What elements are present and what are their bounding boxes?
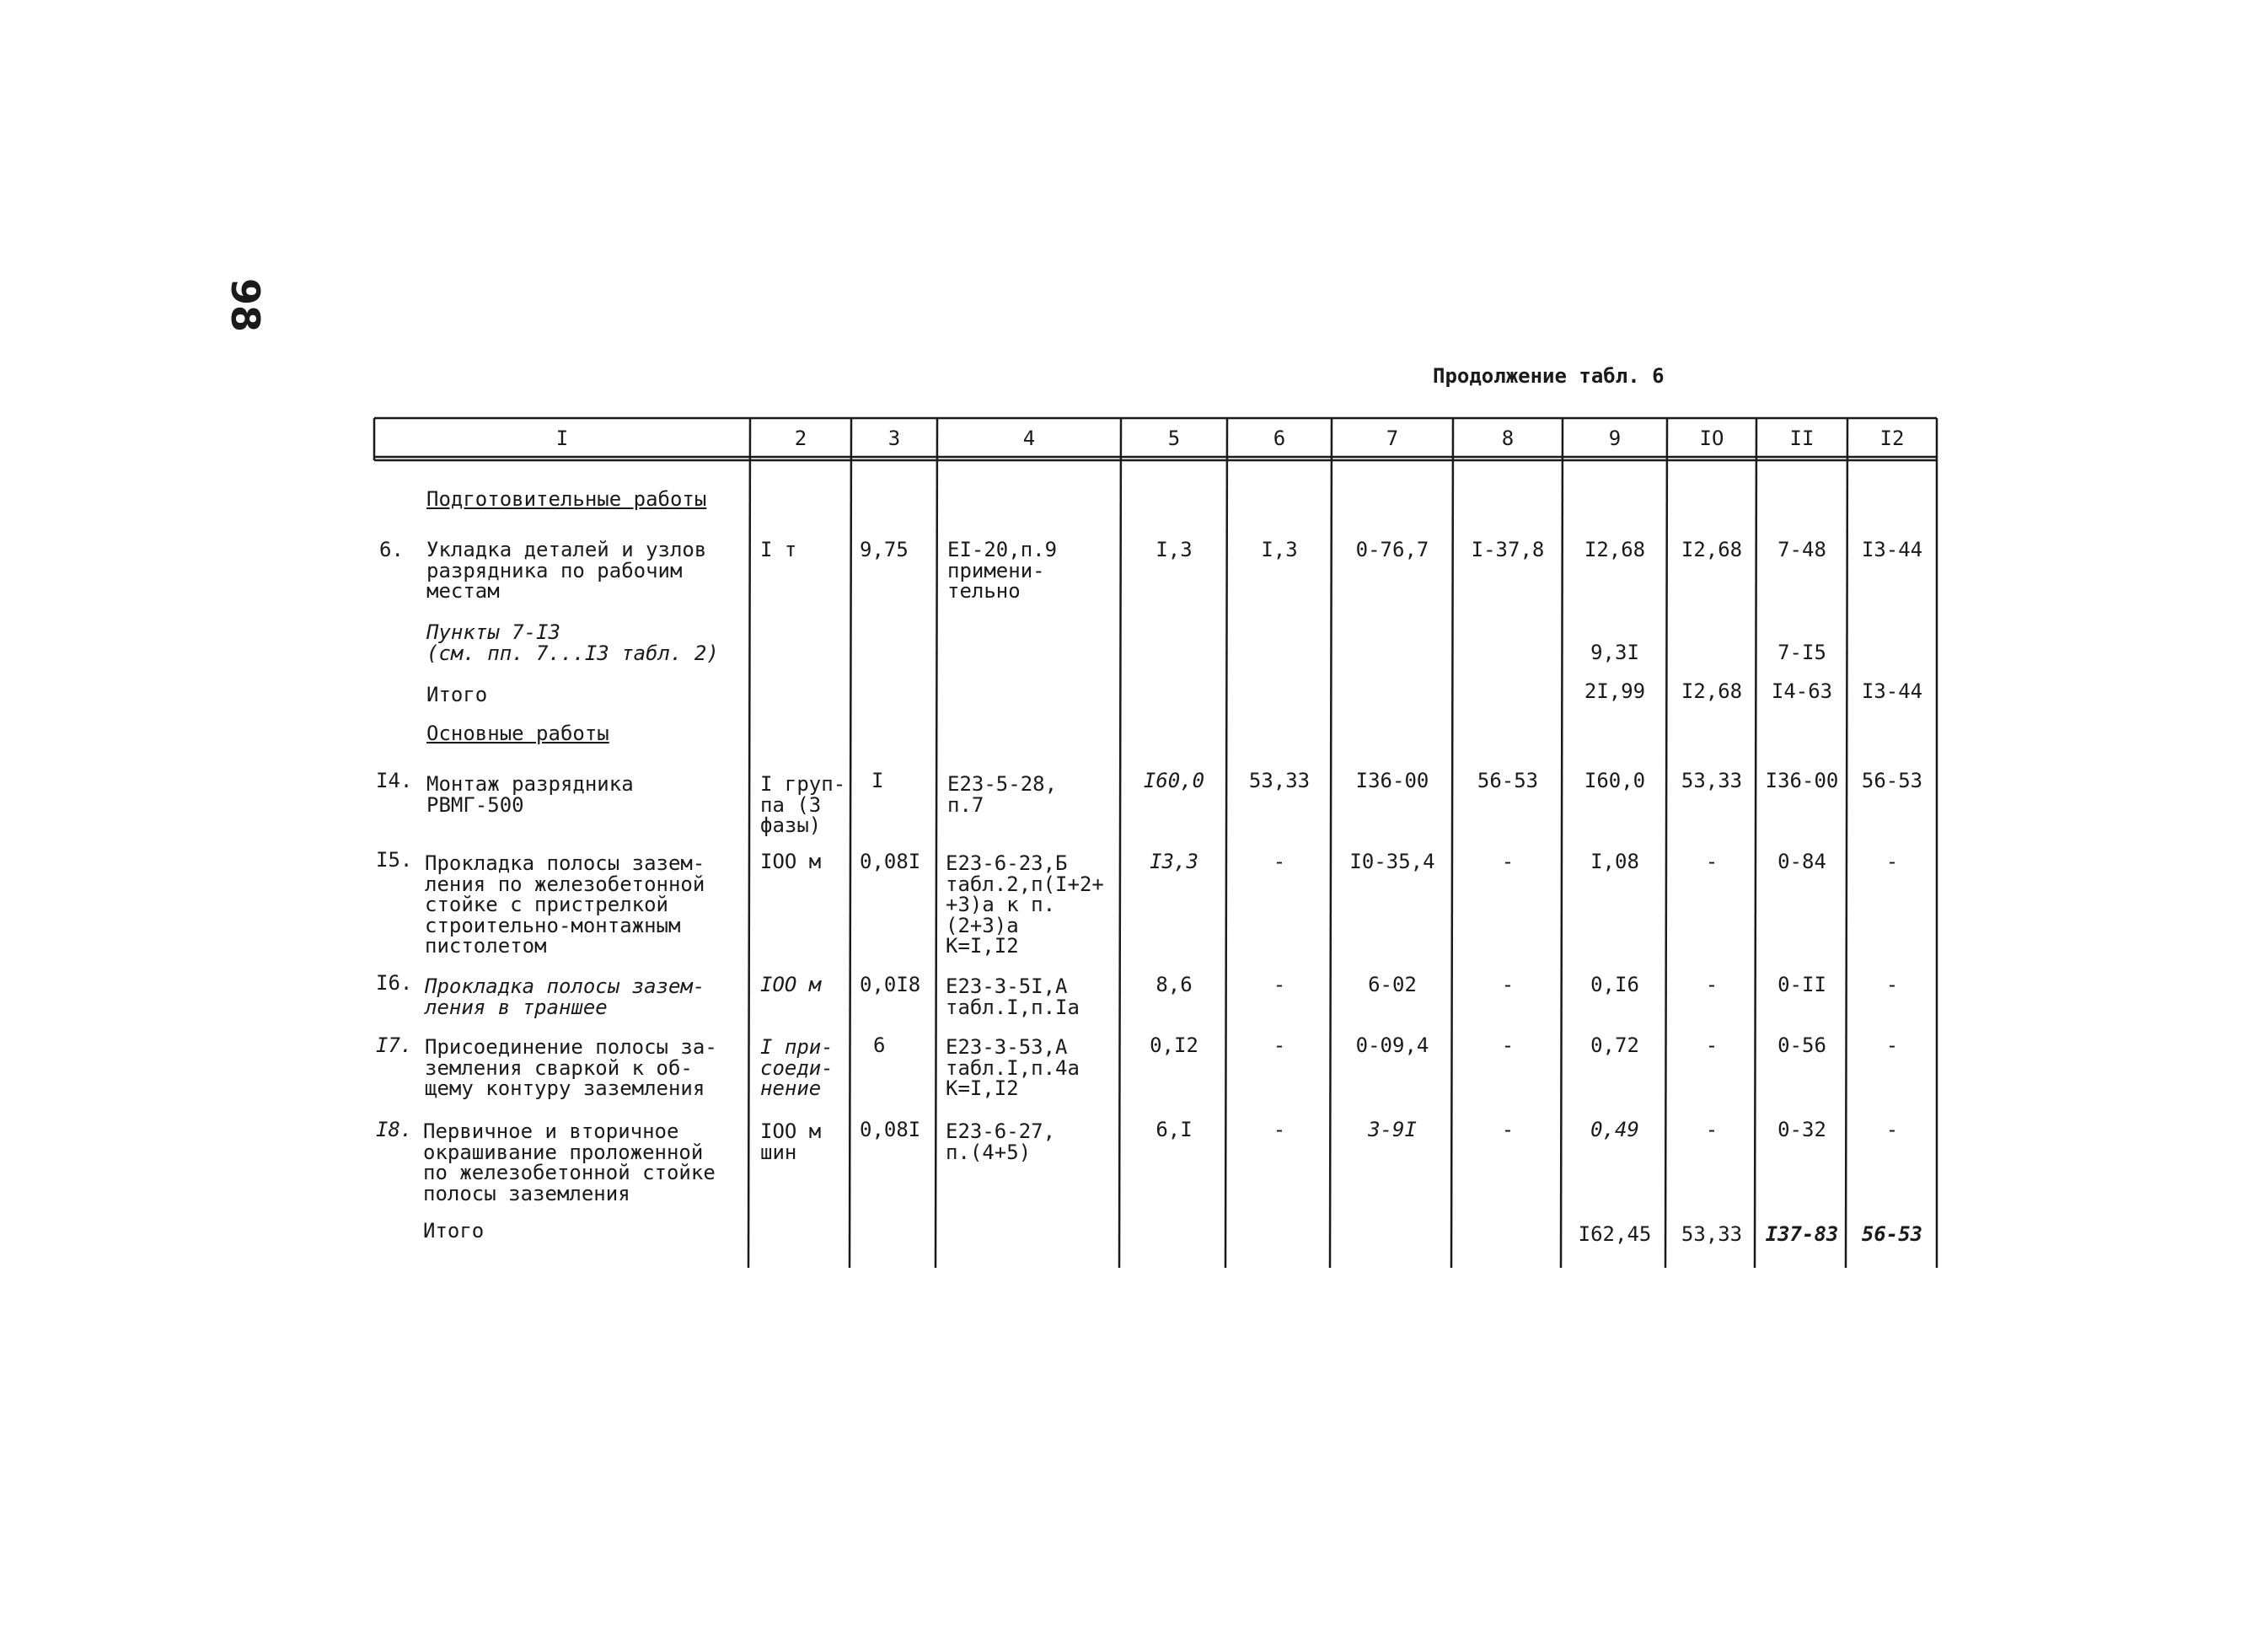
total-col11: I37-83 — [1765, 1222, 1839, 1246]
cell-col6: - — [1273, 850, 1286, 873]
cell-col12: - — [1885, 1033, 1899, 1057]
cell-col8: - — [1501, 1033, 1515, 1057]
quantity: 0,08I — [860, 850, 921, 873]
work-description: Прокладка полосы зазем- ления в траншее — [425, 974, 705, 1019]
subtotal-col10: I2,68 — [1681, 679, 1743, 703]
cell-col7: 3-9I — [1368, 1118, 1417, 1141]
work-description: Первичное и вторичное окрашивание проложенной по железобетонной стойке полосы заземления — [423, 1119, 716, 1205]
row-number: I6. — [376, 971, 413, 995]
row-number: I8. — [376, 1118, 413, 1141]
column-header: 6 — [1273, 427, 1286, 450]
cell-col11: 0-32 — [1777, 1118, 1826, 1141]
column-header: 4 — [1022, 427, 1036, 450]
section-heading-preparatory: Подготовительные работы — [426, 487, 707, 511]
work-description: Монтаж разрядника РВМГ-500 — [426, 772, 634, 817]
norm-reference: EI-20,п.9 примени- тельно — [947, 538, 1058, 603]
table-caption: Продолжение табл. 6 — [1433, 364, 1665, 388]
unit: IOO м — [760, 973, 822, 996]
column-header: 3 — [887, 427, 901, 450]
cell-col5: I60,0 — [1143, 769, 1205, 792]
cell-col6: - — [1273, 973, 1286, 996]
cell-col12: - — [1885, 1118, 1899, 1141]
cell-col6: 53,33 — [1248, 769, 1311, 792]
cell-col8: - — [1501, 973, 1515, 996]
norm-reference: E23-6-23,Б табл.2,п(I+2+ +3)а к п. (2+3)а К=I,I2 — [946, 851, 1104, 958]
cell-col10: I2,68 — [1681, 538, 1743, 561]
total-col12: 56-53 — [1861, 1222, 1923, 1246]
cell-col9: I,08 — [1590, 850, 1639, 873]
cell-col9: 0,49 — [1590, 1118, 1639, 1141]
column-header: 7 — [1386, 427, 1399, 450]
work-description: Прокладка полосы зазем- ления по железобетонной стойке с пристрелкой строительно-монтажным пистолетом — [425, 851, 705, 958]
row-number: I7. — [376, 1033, 413, 1057]
cell-col7: I0-35,4 — [1349, 850, 1435, 873]
cell-col5: 8,6 — [1155, 973, 1193, 996]
column-header: 8 — [1501, 427, 1515, 450]
column-header: I2 — [1879, 427, 1905, 450]
cell-col10: - — [1705, 973, 1718, 996]
quantity: 0,0I8 — [860, 973, 921, 996]
cell-col10: 53,33 — [1681, 769, 1743, 792]
cell-col9: 0,I6 — [1590, 973, 1639, 996]
quantity: 9,75 — [860, 538, 909, 561]
subtotal-col11: I4-63 — [1771, 679, 1833, 703]
cell-col6: - — [1273, 1033, 1286, 1057]
cell-col11: 0-56 — [1777, 1033, 1826, 1057]
cell-col8: - — [1501, 1118, 1515, 1141]
cell-col5: I,3 — [1155, 538, 1193, 561]
total-col10: 53,33 — [1681, 1222, 1743, 1246]
unit: IOO м — [760, 850, 822, 873]
work-description: Пункты 7-I3 (см. пп. 7...I3 табл. 2) — [426, 620, 719, 665]
cell-col11: 0-84 — [1777, 850, 1826, 873]
cell-col11: I36-00 — [1765, 769, 1839, 792]
column-header: I — [555, 427, 569, 450]
norm-reference: E23-3-5I,A табл.I,п.Iа — [946, 974, 1080, 1019]
cell-col6: - — [1273, 1118, 1286, 1141]
cell-col12: 56-53 — [1861, 769, 1923, 792]
row-number: I5. — [376, 848, 413, 872]
unit: I т — [760, 538, 797, 561]
cell-col7: 0-76,7 — [1355, 538, 1429, 561]
quantity: 6 — [873, 1033, 886, 1057]
row-number: 6. — [379, 538, 404, 561]
total-label: Итого — [423, 1219, 485, 1243]
norm-reference: E23-3-53,A табл.I,п.4а К=I,I2 — [946, 1035, 1080, 1100]
unit: IOO м шин — [760, 1119, 822, 1164]
cell-col5: I3,3 — [1150, 850, 1198, 873]
cell-col6: I,3 — [1261, 538, 1298, 561]
cell-col8: I-37,8 — [1471, 538, 1545, 561]
column-header: 9 — [1608, 427, 1622, 450]
unit: I при- соеди- нение — [760, 1035, 834, 1100]
work-description: Присоединение полосы за- земления сваркой к об- щему контуру заземления — [425, 1035, 717, 1100]
subtotal-col12: I3-44 — [1861, 679, 1923, 703]
cell-col12: I3-44 — [1861, 538, 1923, 561]
cell-col11: 7-48 — [1777, 538, 1826, 561]
cell-col9: 9,3I — [1590, 641, 1639, 664]
cell-col7: I36-00 — [1355, 769, 1429, 792]
column-header: II — [1789, 427, 1815, 450]
quantity: I — [871, 769, 884, 792]
cell-col8: - — [1501, 850, 1515, 873]
cell-col9: I60,0 — [1584, 769, 1646, 792]
cell-col10: - — [1705, 850, 1718, 873]
cell-col5: 0,I2 — [1150, 1033, 1198, 1057]
cell-col10: - — [1705, 1033, 1718, 1057]
norm-reference: E23-6-27, п.(4+5) — [946, 1119, 1056, 1164]
column-header: 2 — [794, 427, 807, 450]
cell-col9: I2,68 — [1584, 538, 1646, 561]
cell-col10: - — [1705, 1118, 1718, 1141]
row-number: I4. — [376, 769, 413, 792]
quantity: 0,08I — [860, 1118, 921, 1141]
cell-col9: 0,72 — [1590, 1033, 1639, 1057]
cell-col7: 6-02 — [1368, 973, 1417, 996]
cell-col8: 56-53 — [1477, 769, 1539, 792]
section-heading-main: Основные работы — [426, 722, 609, 745]
subtotal-label: Итого — [426, 683, 488, 706]
unit: I груп- па (3 фазы) — [760, 772, 846, 837]
estimate-table — [373, 416, 1938, 1268]
cell-col12: - — [1885, 850, 1899, 873]
cell-col12: - — [1885, 973, 1899, 996]
work-description: Укладка деталей и узлов разрядника по рабочим местам — [426, 538, 707, 603]
cell-col5: 6,I — [1155, 1118, 1193, 1141]
page-number: 98 — [223, 278, 268, 333]
column-header: 5 — [1167, 427, 1181, 450]
norm-reference: E23-5-28, п.7 — [947, 772, 1058, 817]
cell-col7: 0-09,4 — [1355, 1033, 1429, 1057]
cell-col11: 0-II — [1777, 973, 1826, 996]
cell-col11: 7-I5 — [1777, 641, 1826, 664]
total-col9: I62,45 — [1578, 1222, 1652, 1246]
column-header: IO — [1699, 427, 1724, 450]
subtotal-col9: 2I,99 — [1584, 679, 1646, 703]
